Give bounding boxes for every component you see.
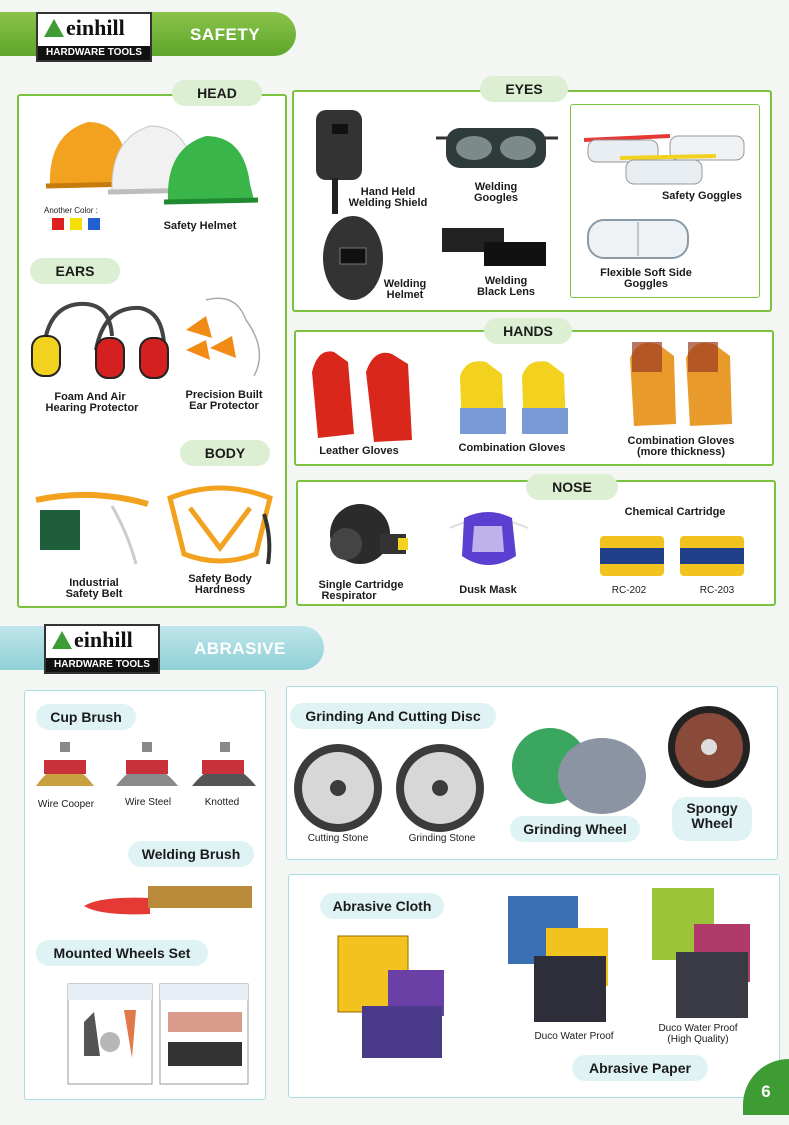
wire-cooper-label: Wire Cooper xyxy=(37,799,95,810)
combination-gloves-label: Combination Gloves xyxy=(458,442,566,454)
dust-mask-label: Dusk Mask xyxy=(459,584,517,596)
spongy-label-1: Spongy xyxy=(686,800,738,816)
logo-triangle-icon xyxy=(44,19,64,37)
head-heading: HEAD xyxy=(172,80,262,106)
combination-gloves-thick-label-2: (more thickness) xyxy=(636,446,726,458)
cup-brush-heading: Cup Brush xyxy=(36,704,136,730)
color-swatch-red xyxy=(52,218,64,230)
respirator-label-1: Single Cartridge xyxy=(318,579,404,591)
spongy-wheel-label xyxy=(672,797,752,841)
cutting-stone-label: Cutting Stone xyxy=(307,833,369,844)
safety-goggles-image xyxy=(580,130,752,194)
duco-hq-label-1: Duco Water Proof xyxy=(658,1023,738,1034)
another-color-label: Another Color : xyxy=(44,206,98,215)
welding-googles-image xyxy=(432,122,562,176)
welding-googles-label-1: Welding xyxy=(474,181,518,193)
foam-air-label-1: Foam And Air xyxy=(54,391,126,403)
safety-title: SAFETY xyxy=(190,25,261,44)
wire-cooper-brush xyxy=(36,742,94,786)
wire-steel-label: Wire Steel xyxy=(124,797,172,808)
flexible-goggles-image xyxy=(584,214,694,264)
safety-goggles-label: Safety Goggles xyxy=(661,190,743,202)
hands-heading: HANDS xyxy=(484,318,572,344)
grinding-stone-label: Grinding Stone xyxy=(408,833,476,844)
duco-hq-image xyxy=(650,884,754,1020)
mounted-wheels-image xyxy=(66,982,250,1086)
leather-gloves-image xyxy=(304,342,420,446)
respirator-image xyxy=(316,492,410,572)
ear-protector-label-1: Precision Built xyxy=(185,389,263,401)
safety-helmets-image xyxy=(44,114,264,214)
foam-air-label-2: Hearing Protector xyxy=(45,402,139,414)
logo-brand: einhill xyxy=(74,627,133,652)
logo-brand: einhill xyxy=(66,15,125,40)
welding-helmet-label-2: Helmet xyxy=(386,289,424,301)
combination-gloves-thick-label-1: Combination Gloves xyxy=(627,435,735,447)
ear-plugs-image xyxy=(176,290,280,382)
page-number: 6 xyxy=(743,1059,789,1115)
cup-brushes-image xyxy=(30,740,262,800)
grinding-stone-image xyxy=(394,742,486,834)
duco-waterproof-label: Duco Water Proof xyxy=(534,1031,614,1042)
rc-203-label: RC-203 xyxy=(699,585,735,596)
safety-belt-image xyxy=(32,484,152,570)
welding-brush-image xyxy=(80,876,260,922)
grinding-wheels-image xyxy=(510,726,650,816)
welding-black-lens-image xyxy=(440,226,550,270)
knotted-brush xyxy=(192,742,256,786)
welding-lens-label-1: Welding xyxy=(484,275,528,287)
safety-belt-label-2: Safety Belt xyxy=(65,588,123,600)
spongy-wheel-image xyxy=(666,704,752,790)
mounted-wheels-heading: Mounted Wheels Set xyxy=(36,940,208,966)
hand-held-shield-label-1: Hand Held xyxy=(360,186,416,198)
body-hardness-label-1: Safety Body xyxy=(188,573,252,585)
wire-steel-brush xyxy=(116,742,178,786)
logo-tagline: HARDWARE TOOLS xyxy=(38,46,150,60)
einhill-logo-abrasive xyxy=(44,624,160,674)
dust-mask-image xyxy=(444,508,534,574)
flexible-goggles-label-2: Goggles xyxy=(623,278,668,290)
flexible-goggles-label-1: Flexible Soft Side xyxy=(600,267,692,279)
color-swatch-yellow xyxy=(70,218,82,230)
abrasive-title: ABRASIVE xyxy=(194,639,286,658)
combination-gloves-thick-image xyxy=(622,338,742,430)
color-swatch-blue xyxy=(88,218,100,230)
combination-gloves-image xyxy=(448,356,578,438)
safety-helmet-label: Safety Helmet xyxy=(163,220,237,232)
chemical-cartridge-label: Chemical Cartridge xyxy=(624,506,726,518)
leather-gloves-label: Leather Gloves xyxy=(319,445,399,457)
welding-brush-heading: Welding Brush xyxy=(128,841,254,867)
welding-googles-label-2: Googles xyxy=(473,192,518,204)
einhill-logo xyxy=(36,12,152,62)
body-hardness-label-2: Hardness xyxy=(194,584,246,596)
disc-heading: Grinding And Cutting Disc xyxy=(290,703,496,729)
body-heading: BODY xyxy=(180,440,270,466)
grinding-wheel-label: Grinding Wheel xyxy=(510,816,640,842)
safety-belt-label-1: Industrial xyxy=(69,577,119,589)
abrasive-cloth-heading: Abrasive Cloth xyxy=(320,893,444,919)
safety-harness-image xyxy=(160,478,280,574)
cutting-stone-image xyxy=(292,742,384,834)
abrasive-cloth-image xyxy=(334,934,446,1058)
duco-hq-label-2: (High Quality) xyxy=(667,1034,729,1045)
knotted-label: Knotted xyxy=(204,797,240,808)
respirator-label-2: Respirator xyxy=(321,590,377,602)
welding-helmet-label-1: Welding xyxy=(383,278,427,290)
hand-held-shield-label-2: Welding Shield xyxy=(348,197,428,209)
rc-202-label: RC-202 xyxy=(611,585,647,596)
duco-waterproof-image xyxy=(506,892,612,1024)
abrasive-paper-heading: Abrasive Paper xyxy=(572,1055,708,1081)
earmuffs-image xyxy=(30,296,170,386)
logo-tagline: HARDWARE TOOLS xyxy=(46,658,158,672)
eyes-heading: EYES xyxy=(480,76,568,102)
chemical-cartridges-image xyxy=(598,530,754,582)
ear-protector-label-2: Ear Protector xyxy=(189,400,259,412)
logo-triangle-icon xyxy=(52,631,72,649)
nose-heading: NOSE xyxy=(526,474,618,500)
welding-lens-label-2: Black Lens xyxy=(476,286,536,298)
spongy-label-2: Wheel xyxy=(691,815,733,831)
ears-heading: EARS xyxy=(30,258,120,284)
